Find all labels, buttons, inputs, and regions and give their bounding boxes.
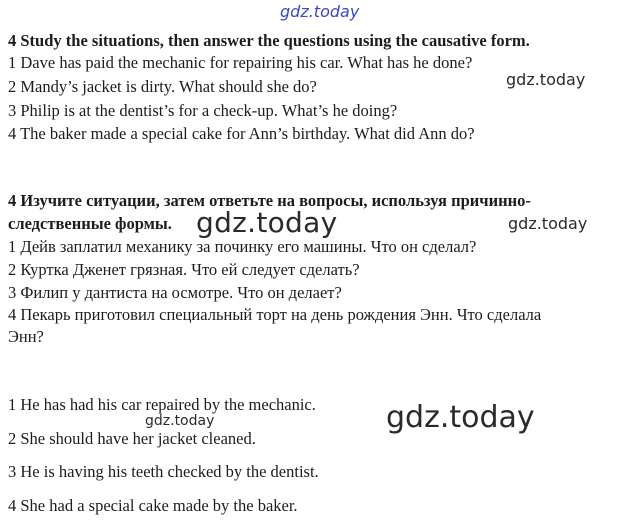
answer-1: 1 He has had his car repaired by the mechanic. [8, 395, 316, 414]
task-ru-item-4-cont: Энн? [8, 327, 44, 346]
watermark-bottom-small: gdz.today [145, 413, 215, 429]
task-en-item-1: 1 Dave has paid the mechanic for repairing his car. What has he done? [8, 53, 473, 72]
watermark-right: gdz.today [506, 70, 586, 89]
task-ru-heading-line2: следственные формы. [8, 214, 172, 233]
watermark-mid-right: gdz.today [508, 214, 588, 233]
task-en-item-2: 2 Mandy’s jacket is dirty. What should she do? [8, 77, 317, 96]
task-ru-item-4: 4 Пекарь приготовил специальный торт на день рождения Энн. Что сделала [8, 305, 542, 324]
answer-2: 2 She should have her jacket cleaned. [8, 429, 256, 448]
answer-4: 4 She had a special cake made by the baker. [8, 496, 298, 515]
task-ru-item-2: 2 Куртка Дженет грязная. Что ей следует сделать? [8, 260, 360, 279]
watermark-bottom-large: gdz.today [386, 400, 535, 435]
watermark-top: gdz.today [280, 2, 360, 21]
task-ru-item-1: 1 Дейв заплатил механику за починку его машины. Что он сделал? [8, 237, 477, 256]
task-en-heading: 4 Study the situations, then answer the questions using the causative form. [8, 31, 530, 50]
answer-3: 3 He is having his teeth checked by the dentist. [8, 462, 319, 481]
task-ru-item-3: 3 Филип у дантиста на осмотре. Что он делает? [8, 283, 342, 302]
watermark-mid-large: gdz.today [196, 206, 338, 239]
task-ru-heading-line1: 4 Изучите ситуации, затем ответьте на вопросы, используя причинно- [8, 191, 531, 210]
task-en-item-3: 3 Philip is at the dentist’s for a check-up. What’s he doing? [8, 101, 398, 120]
task-en-item-4: 4 The baker made a special cake for Ann’s birthday. What did Ann do? [8, 124, 475, 143]
